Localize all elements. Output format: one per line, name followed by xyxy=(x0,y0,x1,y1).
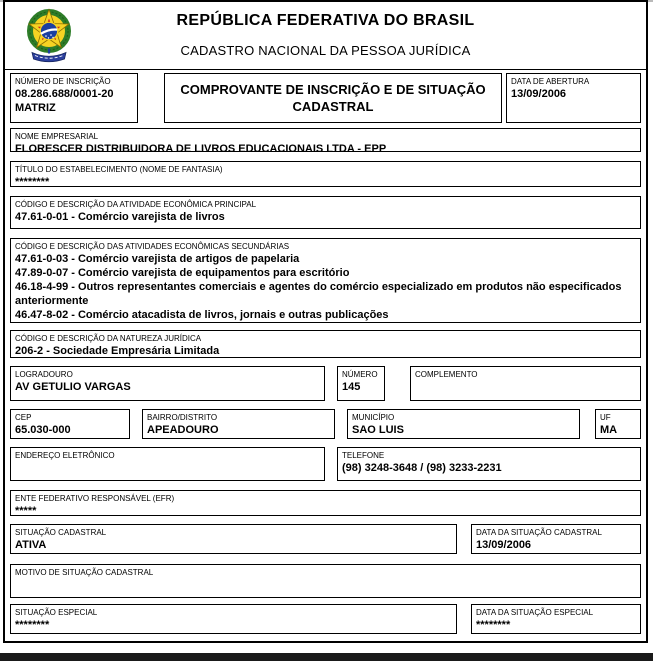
field-uf xyxy=(595,409,641,439)
data-situacao-especial-value: ******** xyxy=(476,619,511,631)
situacao-cadastral-label: SITUAÇÃO CADASTRAL xyxy=(15,528,107,537)
row-situacao-especial xyxy=(10,604,641,634)
situacao-especial-label: SITUAÇÃO ESPECIAL xyxy=(15,608,98,617)
efr-label: ENTE FEDERATIVO RESPONSÁVEL (EFR) xyxy=(15,494,175,503)
numero-inscricao-label: NÚMERO DE INSCRIÇÃO xyxy=(15,77,111,86)
row-cnae-principal xyxy=(10,196,641,229)
row-nome-empresarial xyxy=(10,128,641,152)
field-bairro xyxy=(142,409,335,439)
cnae-principal-label: CÓDIGO E DESCRIÇÃO DA ATIVIDADE ECONÔMICA PRINCIPAL xyxy=(15,200,257,209)
cnae-secundaria-item: 47.61-0-03 - Comércio varejista de artigos de papelaria xyxy=(15,253,300,265)
row-motivo-situacao xyxy=(10,564,641,598)
row-natureza-juridica xyxy=(10,330,641,358)
field-endereco-eletronico xyxy=(10,447,325,481)
cnpj-subtitle: CADASTRO NACIONAL DA PESSOA JURÍDICA xyxy=(180,43,471,58)
cnpj-document xyxy=(3,0,648,643)
matriz-flag: MATRIZ xyxy=(15,102,56,114)
nome-fantasia-value: ******** xyxy=(15,176,50,187)
cnae-principal-value: 47.61-0-01 - Comércio varejista de livros xyxy=(15,211,225,223)
row-inscricao xyxy=(10,73,641,123)
field-logradouro xyxy=(10,366,325,401)
natureza-juridica-value: 206-2 - Sociedade Empresária Limitada xyxy=(15,345,220,357)
header-titles xyxy=(5,2,646,58)
republic-title: REPÚBLICA FEDERATIVA DO BRASIL xyxy=(176,12,475,29)
row-efr xyxy=(10,490,641,516)
field-complemento xyxy=(410,366,641,401)
data-situacao-cadastral-value: 13/09/2006 xyxy=(476,539,532,551)
cnae-secundaria-item: 47.89-0-07 - Comércio varejista de equipamentos para escritório xyxy=(15,267,350,279)
data-abertura-label: DATA DE ABERTURA xyxy=(511,77,590,86)
nome-empresarial-value: FLORESCER DISTRIBUIDORA DE LIVROS EDUCACIONAIS LTDA - EPP xyxy=(15,143,387,152)
data-situacao-especial-label: DATA DA SITUAÇÃO ESPECIAL xyxy=(476,608,594,617)
telefone-value: (98) 3248-3648 / (98) 3233-2231 xyxy=(342,462,502,474)
municipio-value: SAO LUIS xyxy=(352,424,404,436)
field-motivo-situacao xyxy=(10,564,641,598)
cep-label: CEP xyxy=(15,413,32,422)
field-situacao-especial xyxy=(10,604,457,634)
cnae-secundaria-item: 46.18-4-99 - Outros representantes comerciais e agentes do comércio especializado em produtos não especificados anteriormente xyxy=(15,281,622,307)
field-numero-inscricao xyxy=(10,73,138,123)
document-body xyxy=(5,70,646,634)
nome-empresarial-label: NOME EMPRESARIAL xyxy=(15,132,99,141)
field-efr xyxy=(10,490,641,516)
municipio-label: MUNICÍPIO xyxy=(352,413,395,422)
efr-value: ***** xyxy=(15,505,37,516)
endereco-eletronico-label: ENDEREÇO ELETRÔNICO xyxy=(15,451,115,460)
uf-label: UF xyxy=(600,413,611,422)
logradouro-value: AV GETULIO VARGAS xyxy=(15,381,131,393)
data-situacao-cadastral-label: DATA DA SITUAÇÃO CADASTRAL xyxy=(476,528,602,537)
field-municipio xyxy=(347,409,580,439)
cnae-secundaria-item: 46.47-8-02 - Comércio atacadista de livros, jornais e outras publicações xyxy=(15,309,389,321)
logradouro-label: LOGRADOURO xyxy=(15,370,73,379)
telefone-label: TELEFONE xyxy=(342,451,385,460)
cnae-secundarias-label: CÓDIGO E DESCRIÇÃO DAS ATIVIDADES ECONÔMICAS SECUNDÁRIAS xyxy=(15,242,290,251)
data-abertura-value: 13/09/2006 xyxy=(511,88,567,100)
situacao-cadastral-value: ATIVA xyxy=(15,539,47,551)
field-cnae-secundarias xyxy=(10,238,641,323)
field-natureza-juridica xyxy=(10,330,641,358)
uf-value: MA xyxy=(600,424,618,436)
numero-label: NÚMERO xyxy=(342,370,378,379)
document-header xyxy=(5,2,646,70)
field-data-situacao-cadastral xyxy=(471,524,641,554)
bairro-label: BAIRRO/DISTRITO xyxy=(147,413,218,422)
row-endereco xyxy=(10,366,641,401)
comprovante-title-box: COMPROVANTE DE INSCRIÇÃO E DE SITUAÇÃO CADASTRAL xyxy=(164,73,502,123)
complemento-label: COMPLEMENTO xyxy=(415,370,478,379)
window-bottom-edge xyxy=(0,653,653,661)
field-data-abertura xyxy=(506,73,641,123)
row-nome-fantasia xyxy=(10,161,641,187)
field-data-situacao-especial xyxy=(471,604,641,634)
field-cnae-principal xyxy=(10,196,641,229)
row-cnae-secundarias xyxy=(10,238,641,323)
field-telefone xyxy=(337,447,641,481)
natureza-juridica-label: CÓDIGO E DESCRIÇÃO DA NATUREZA JURÍDICA xyxy=(15,334,202,343)
field-nome-fantasia xyxy=(10,161,641,187)
field-cep xyxy=(10,409,130,439)
row-cep-municipio xyxy=(10,409,641,439)
row-situacao-cadastral xyxy=(10,524,641,554)
field-situacao-cadastral xyxy=(10,524,457,554)
numero-inscricao-value: 08.286.688/0001-20 xyxy=(15,88,114,100)
row-contato xyxy=(10,447,641,481)
cep-value: 65.030-000 xyxy=(15,424,71,436)
field-numero xyxy=(337,366,385,401)
bairro-value: APEADOURO xyxy=(147,424,219,436)
field-nome-empresarial xyxy=(10,128,641,152)
situacao-especial-value: ******** xyxy=(15,619,50,631)
nome-fantasia-label: TÍTULO DO ESTABELECIMENTO (NOME DE FANTASIA) xyxy=(15,165,223,174)
brazil-coat-of-arms-icon xyxy=(20,5,78,65)
motivo-situacao-label: MOTIVO DE SITUAÇÃO CADASTRAL xyxy=(15,568,154,577)
numero-value: 145 xyxy=(342,381,361,393)
